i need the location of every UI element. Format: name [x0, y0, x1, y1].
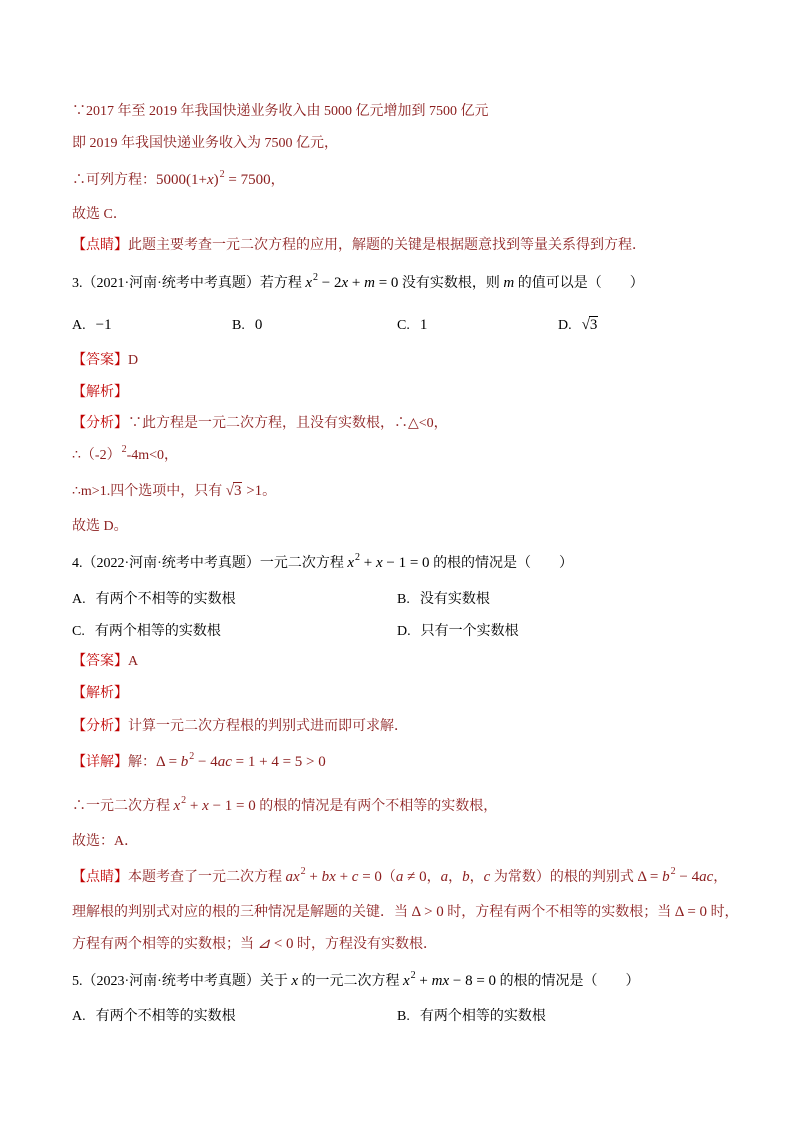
- text-run: ，: [469, 870, 484, 885]
- analysis-heading: [72, 683, 128, 705]
- radicand: 3: [589, 317, 598, 333]
- math-roman: 0: [254, 317, 263, 333]
- detail-line: [72, 795, 497, 817]
- text-run: 没有实数根: [419, 592, 490, 607]
- choice-line: [72, 831, 138, 853]
- math-roman: = 0: [358, 869, 382, 885]
- option-a: [72, 1006, 236, 1028]
- math-roman: ≠ 0: [403, 869, 427, 885]
- equation-line: [72, 169, 285, 191]
- math-italic: x: [347, 555, 354, 571]
- text-run: D.: [397, 624, 411, 639]
- text-run: 的根的情况是（ ）: [429, 556, 574, 571]
- text-run: 方程有两个相等的实数根；当: [72, 937, 258, 952]
- text-run: 4.（2022·河南·统考中考真题）一元二次方程: [72, 556, 348, 571]
- text-run: B.: [397, 592, 410, 607]
- math-roman: = 0: [374, 275, 399, 291]
- text-run: 故选 C．: [72, 207, 127, 222]
- math-roman: +: [360, 555, 376, 571]
- text-run: 只有一个实数根: [420, 624, 519, 639]
- text-run: A.: [72, 318, 86, 333]
- math-italic: x: [202, 798, 209, 814]
- text-run: C.: [397, 318, 410, 333]
- text-run: （: [381, 870, 396, 885]
- math-roman: − 4: [675, 869, 700, 885]
- math-italic: ⊿: [257, 936, 271, 952]
- text-run: ∴（-2）: [72, 448, 121, 463]
- text-run: 时，方程没有实数根．: [293, 937, 438, 952]
- superscript: 2: [313, 272, 318, 283]
- text-run: 的根的情况是（ ）: [496, 974, 640, 989]
- text-run: 的根的情况是有两个不相等的实数根，: [255, 799, 498, 814]
- math-roman: √: [581, 317, 590, 333]
- math-italic: x: [291, 973, 298, 989]
- section-tag: 【解析】: [72, 385, 128, 400]
- math-italic: a: [395, 869, 404, 885]
- analysis-line: [72, 445, 178, 467]
- text-run: 此题主要考查一元二次方程的应用，解题的关键是根据题意找到等量关系得到方程．: [128, 238, 646, 253]
- choice-line: [72, 204, 127, 226]
- analysis-line: [72, 480, 276, 502]
- text-run: 计算一元二次方程根的判别式进而即可求解．: [128, 719, 408, 734]
- section-tag: 【分析】: [72, 416, 128, 431]
- tip-line: [72, 901, 739, 923]
- text-run: ，: [426, 870, 441, 885]
- option-b: [397, 589, 490, 611]
- superscript: 2: [219, 169, 225, 180]
- math-italic: a: [440, 869, 449, 885]
- math-italic: x: [375, 555, 383, 571]
- math-roman: − 4: [194, 754, 218, 770]
- option-c: [72, 621, 221, 643]
- tip-line: [72, 235, 646, 257]
- text-run: 有两个相等的实数根: [419, 1009, 546, 1024]
- math-italic: ax: [285, 869, 300, 885]
- text-run: ∵此方程是一元二次方程，且没有实数根，∴△<0，: [128, 416, 448, 431]
- math-roman: +: [348, 275, 365, 291]
- math-italic: c: [351, 869, 359, 885]
- question-stem: [72, 552, 573, 574]
- math-roman: = 7500: [224, 172, 271, 188]
- question-stem: [72, 272, 644, 294]
- text-run: ∴m>1.四个选项中，只有: [72, 484, 226, 499]
- math-italic: x: [173, 798, 181, 814]
- text-run: A.: [72, 592, 86, 607]
- math-italic: x: [341, 275, 349, 291]
- text-run: 故选：A．: [72, 834, 139, 849]
- text-run: 故选 D。: [72, 519, 128, 534]
- superscript: 2: [355, 552, 360, 563]
- text-run: 有两个不相等的实数根: [95, 592, 236, 607]
- text-run: 解：: [128, 755, 156, 770]
- text-run: 理解根的判别式对应的根的三种情况是解题的关键．当: [72, 905, 412, 920]
- text-run: 没有实数根，则: [398, 276, 504, 291]
- math-roman: >1: [242, 483, 263, 499]
- math-italic: x: [403, 973, 410, 989]
- text-run: ，: [448, 870, 463, 885]
- text-run: 有两个不相等的实数根: [95, 1009, 236, 1024]
- analysis-line: [72, 413, 448, 435]
- text-run: 。: [262, 484, 277, 499]
- math-roman: − 1 = 0: [382, 555, 430, 571]
- section-tag: 【解析】: [72, 686, 128, 701]
- choice-line: [72, 516, 128, 538]
- math-roman: +: [335, 869, 352, 885]
- math-roman: < 0: [270, 936, 294, 952]
- math-roman: Δ > 0: [411, 904, 444, 920]
- math-roman: 5000(1+: [156, 172, 207, 188]
- math-italic: x: [305, 275, 312, 291]
- answer-line: [72, 350, 138, 372]
- section-tag: 【点睛】: [72, 870, 128, 885]
- text-run: 的值可以是（ ）: [514, 276, 644, 291]
- math-roman: −1: [95, 317, 112, 333]
- analysis-heading: [72, 382, 128, 404]
- text-run: 时，: [707, 905, 739, 920]
- text-run: A: [128, 654, 139, 669]
- text-run: 本题考查了一元二次方程: [128, 870, 286, 885]
- option-b: [397, 1006, 546, 1028]
- text-run: D.: [558, 318, 572, 333]
- text-run: ，: [270, 173, 285, 188]
- text-run: B.: [232, 318, 245, 333]
- option-a: [72, 314, 112, 336]
- math-italic: mx: [431, 973, 450, 989]
- detail-line: [72, 751, 326, 773]
- option-c: [397, 314, 427, 336]
- section-tag: 【答案】: [72, 654, 128, 669]
- text-run: ∴一元二次方程: [72, 799, 174, 814]
- option-a: [72, 589, 236, 611]
- superscript: 2: [121, 444, 127, 455]
- text-run: 有两个相等的实数根: [94, 624, 221, 639]
- math-italic: b: [462, 869, 470, 885]
- math-roman: Δ = 0: [674, 904, 708, 920]
- superscript: 2: [189, 751, 195, 762]
- superscript: 2: [181, 795, 187, 806]
- math-roman: √: [225, 483, 234, 499]
- solution-line: [72, 133, 338, 155]
- text-run: D: [128, 353, 139, 368]
- text-run: C.: [72, 624, 85, 639]
- math-roman: − 2: [318, 275, 342, 291]
- math-italic: ac: [699, 869, 714, 885]
- text-run: 为常数）的根的判别式: [490, 870, 638, 885]
- text-run: ∵2017 年至 2019 年我国快递业务收入由 5000 亿元增加到 7500 亿元: [72, 104, 489, 119]
- section-tag: 【点睛】: [72, 238, 128, 253]
- text-run: A.: [72, 1009, 86, 1024]
- math-italic: ac: [217, 754, 232, 770]
- section-tag: 【详解】: [72, 755, 128, 770]
- text-run: 的一元二次方程: [298, 974, 403, 989]
- text-run: 5.（2023·河南·统考中考真题）关于: [72, 974, 292, 989]
- math-italic: x: [206, 172, 214, 188]
- math-italic: b: [662, 869, 670, 885]
- solution-line: [72, 101, 489, 123]
- text-run: ，: [713, 870, 728, 885]
- text-run: 即 2019 年我国快递业务收入为 7500 亿元，: [72, 136, 338, 151]
- text-run: 时，方程有两个不相等的实数根；当: [443, 905, 675, 920]
- math-roman: +: [305, 869, 322, 885]
- tip-line: [72, 866, 727, 888]
- text-run: ∴可列方程：: [72, 173, 156, 188]
- option-b: [232, 314, 262, 336]
- math-roman: Δ =: [156, 754, 181, 770]
- math-italic: c: [483, 869, 491, 885]
- math-roman: +: [415, 973, 432, 989]
- text-run: 3.（2021·河南·统考中考真题）若方程: [72, 276, 306, 291]
- math-roman: Δ =: [637, 869, 663, 885]
- answer-line: [72, 651, 138, 673]
- question-stem: [72, 970, 640, 992]
- superscript: 2: [300, 866, 306, 877]
- section-tag: 【分析】: [72, 719, 128, 734]
- text-run: B.: [397, 1009, 410, 1024]
- math-roman: = 1 + 4 = 5 > 0: [231, 754, 326, 770]
- option-d: [397, 621, 519, 643]
- option-d: [558, 314, 598, 336]
- math-italic: bx: [321, 869, 336, 885]
- superscript: 2: [670, 866, 676, 877]
- radicand: 3: [233, 483, 242, 499]
- section-tag: 【答案】: [72, 353, 128, 368]
- math-roman: 1: [419, 317, 428, 333]
- tip-line: [72, 933, 437, 955]
- math-roman: ): [213, 172, 219, 188]
- math-italic: m: [364, 275, 375, 291]
- superscript: 2: [410, 970, 416, 981]
- math-italic: b: [180, 754, 189, 770]
- math-italic: m: [503, 275, 515, 291]
- math-roman: − 8 = 0: [449, 973, 497, 989]
- analysis-line: [72, 716, 408, 738]
- text-run: -4m<0，: [126, 448, 179, 463]
- math-roman: − 1 = 0: [208, 798, 256, 814]
- math-roman: +: [186, 798, 203, 814]
